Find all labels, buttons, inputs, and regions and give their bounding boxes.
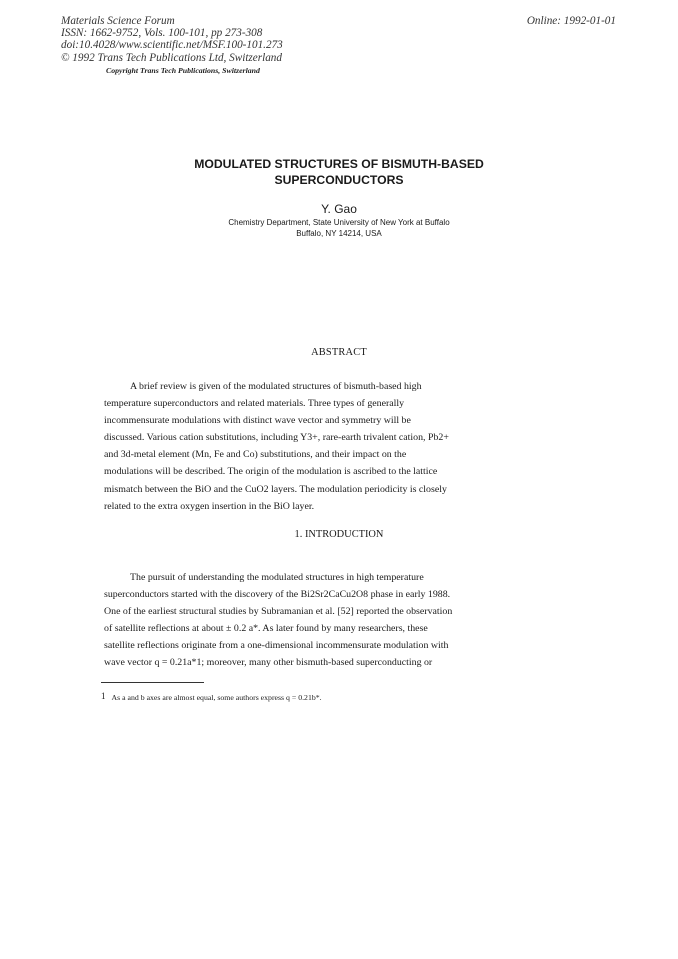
intro-line: satellite reflections originate from a one-dimensional incommensurate modulation with bbox=[104, 640, 449, 652]
footnote-text: As a and b axes are almost equal, some authors express q = 0.21b*. bbox=[111, 693, 322, 702]
abstract-line: modulations will be described. The origin of the modulation is ascribed to the lattice bbox=[104, 466, 438, 478]
abstract-line: related to the extra oxygen insertion in the BiO layer. bbox=[104, 500, 315, 512]
introduction-body bbox=[104, 569, 504, 672]
issn-line: ISSN: 1662-9752, Vols. 100-101, pp 273-308 bbox=[61, 27, 263, 40]
abstract-line: incommensurate modulations with distinct wave vector and symmetry will be bbox=[104, 415, 411, 427]
intro-line: of satellite reflections at about ± 0.2 a*. As later found by many researchers, these bbox=[104, 623, 428, 635]
journal-name: Materials Science Forum bbox=[61, 15, 175, 27]
abstract-line: discussed. Various cation substitutions, including Y3+, rare-earth trivalent cation, Pb2+ bbox=[104, 432, 449, 444]
paper-title bbox=[0, 156, 678, 188]
publisher-line: © 1992 Trans Tech Publications Ltd, Switzerland bbox=[61, 51, 282, 64]
online-date: Online: 1992-01-01 bbox=[526, 15, 616, 27]
title-line-1: MODULATED STRUCTURES OF BISMUTH-BASED bbox=[194, 157, 484, 171]
abstract-line: temperature superconductors and related materials. Three types of generally bbox=[104, 398, 405, 410]
affiliation-line-2: Buffalo, NY 14214, USA bbox=[296, 228, 382, 238]
intro-line: The pursuit of understanding the modulated structures in high temperature bbox=[130, 572, 424, 583]
affiliation bbox=[0, 218, 678, 239]
abstract-line: A brief review is given of the modulated structures of bismuth-based high bbox=[130, 381, 422, 392]
abstract-body bbox=[104, 378, 504, 515]
abstract-line: and 3d-metal element (Mn, Fe and Co) substitutions, and their impact on the bbox=[104, 449, 407, 461]
affiliation-line-1: Chemistry Department, State University of New York at Buffalo bbox=[228, 218, 450, 227]
footnote-divider bbox=[101, 682, 204, 683]
author-name: Y. Gao bbox=[321, 202, 357, 216]
intro-line: superconductors started with the discovery of the Bi2Sr2CaCu2O8 phase in early 1988. bbox=[104, 589, 451, 601]
doi-line: doi:10.4028/www.scientific.net/MSF.100-101.273 bbox=[61, 39, 283, 52]
abstract-line: mismatch between the BiO and the CuO2 layers. The modulation periodicity is closely bbox=[104, 483, 447, 495]
intro-line: One of the earliest structural studies by Subramanian et al. [52] reported the observation bbox=[104, 606, 453, 618]
footnote-mark: 1 bbox=[101, 691, 106, 701]
journal-metadata bbox=[61, 15, 283, 64]
introduction-heading: 1. INTRODUCTION bbox=[294, 529, 384, 540]
title-line-2: SUPERCONDUCTORS bbox=[274, 173, 404, 187]
abstract-heading: ABSTRACT bbox=[311, 347, 367, 358]
copyright-line: Copyright Trans Tech Publications, Switzerland bbox=[106, 66, 260, 75]
footnote bbox=[101, 692, 322, 702]
intro-line: wave vector q = 0.21a*1; moreover, many other bismuth-based superconducting or bbox=[104, 657, 433, 669]
